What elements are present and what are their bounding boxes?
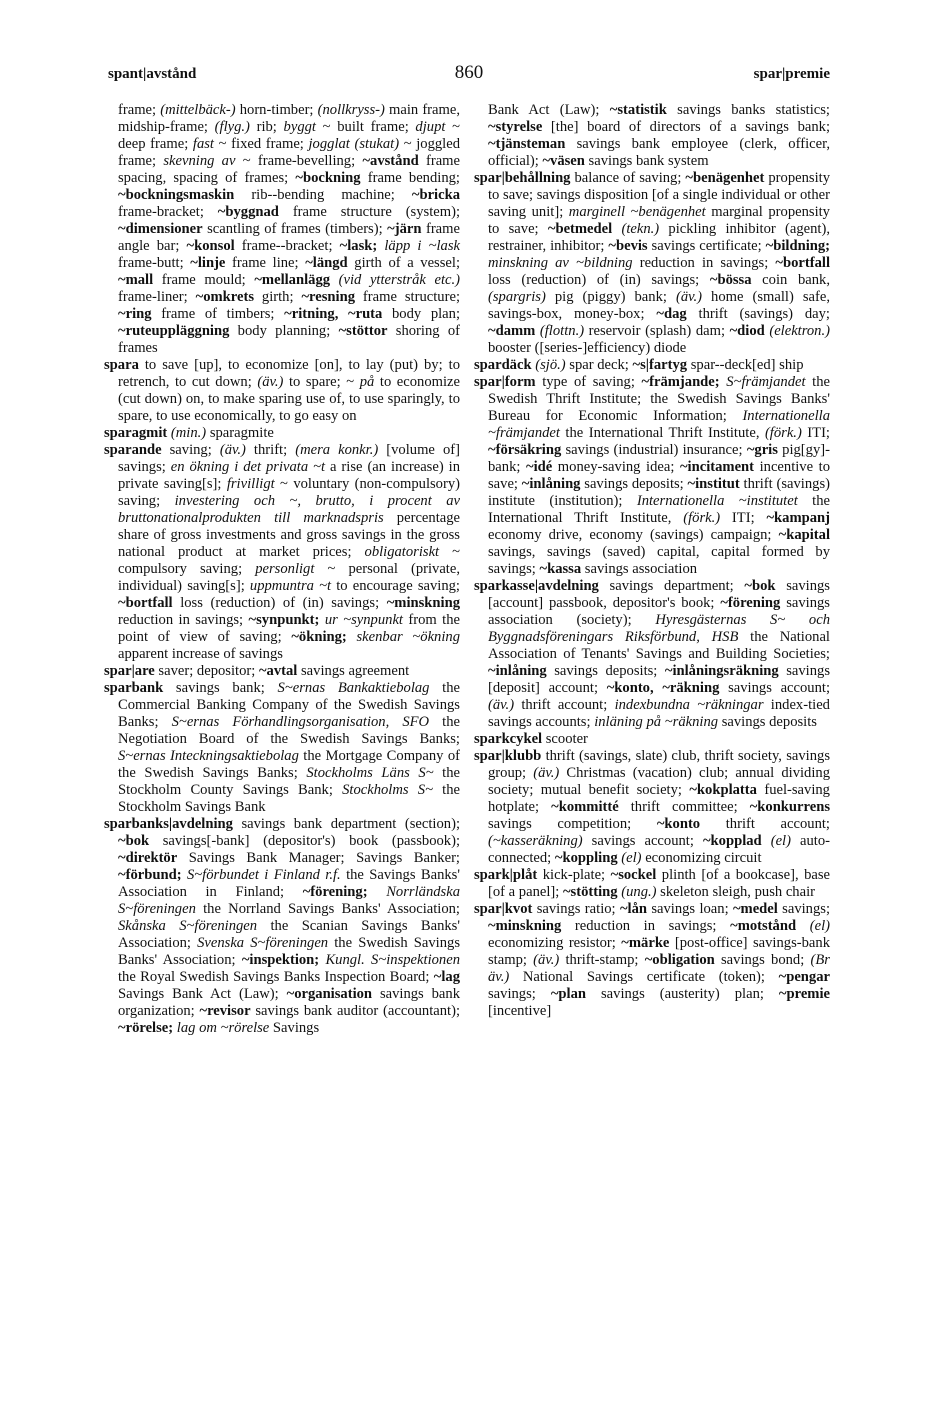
page-number: 860 bbox=[454, 62, 484, 83]
header-right-guideword: spar|premie bbox=[753, 66, 830, 82]
dictionary-entry: sparkcykel scooter bbox=[474, 731, 588, 747]
dictionary-entry: spara to save [up], to economize [on], to lay (put) by; to retrench, to cut down; (äv.) to spare; ~ på to economize (cut down) on, to make sparing use of, to use sparingly, to spare, to use economically, to go easy on bbox=[104, 357, 460, 424]
dictionary-entry: sparkasse|avdelning savings department; ~bok savings [account] passbook, depositor's book; ~förening savings association (society); Hyresgästernas S~ och Byggnadsföreningars Riksförbund, HSB the National Association of Tenants' Savings and Building Societies; ~inlåning savings deposits; ~inlåningsräkning savings [deposit] account; ~konto, ~räkning savings account; (äv.) thrift account; indexbundna ~räkningar index-tied savings accounts; inläning på ~räkning savings deposits bbox=[474, 578, 830, 730]
dictionary-entry: spar|kvot savings ratio; ~lån savings loan; ~medel savings; ~minskning reduction in savings; ~motstånd (el) economizing resistor; ~märke [post-office] savings-bank stamp; (äv.) thrift-stamp; ~obligation savings bond; (Br äv.) National Savings certificate (token); ~pengar savings; ~plan savings (austerity) plan; ~premie [incentive] bbox=[474, 901, 830, 1019]
dictionary-entry: sparande saving; (äv.) thrift; (mera konkr.) [volume of] savings; en ökning i det privata ~t a rise (an increase) in private saving[s]; frivilligt ~ voluntary (non-compulsory) saving; investering och ~, brutto, i procent av bruttonationalprodukten till marknadspris percentage share of gross investments and gross savings in the gross national product at market prices; obligatoriskt ~ compulsory saving; personligt ~ personal (private, individual) saving[s]; uppmuntra ~t to encourage saving; ~bortfall loss (reduction) of (in) savings; ~minskning reduction in savings; ~synpunkt; ur ~synpunkt from the point of view of saving; ~ökning; skenbar ~ökning apparent increase of savings bbox=[104, 442, 461, 662]
dictionary-entry: spark|plåt kick-plate; ~sockel plinth [of a bookcase], base [of a panel]; ~stötting (ung.) skeleton sleigh, push chair bbox=[474, 867, 831, 900]
dictionary-entry: spardäck (sjö.) spar deck; ~s|fartyg spar--deck[ed] ship bbox=[474, 357, 804, 373]
dictionary-entry: spar|klubb thrift (savings, slate) club, thrift society, savings group; (äv.) Christmas (vacation) club; annual dividing society; mutual benefit society; ~kokplatta fuel-saving hotplate; ~kommitté thrift committee; ~konkurrens savings competition; ~konto thrift account; (~kasseräkning) savings account; ~kopplad (el) auto-connected; ~koppling (el) economizing circuit bbox=[474, 748, 831, 866]
dictionary-entry: spar|form type of saving; ~främjande; S~främjandet the Swedish Thrift Institute; the Swedish Savings Banks' Bureau for Economic Information; Internationella ~främjandet the International Thrift Institute, (förk.) ITI; ~försäkring savings (industrial) insurance; ~gris pig[gy]-bank; ~idé money-saving idea; ~incitament incentive to save; ~inlåning savings deposits; ~institut thrift (savings) institute (institution); Internationella ~institutet the International Thrift Institute, (förk.) ITI; ~kampanj economy drive, economy (savings) campaign; ~kapital savings, savings (saved) capital, capital formed by savings; ~kassa savings association bbox=[474, 374, 831, 577]
dictionary-entry: sparagmit (min.) sparagmite bbox=[104, 425, 274, 441]
dictionary-entry: Bank Act (Law); ~statistik savings banks statistics; ~styrelse [the] board of directors of a savings bank; ~tjänsteman savings bank employee (clerk, officer, official); ~väsen savings bank system bbox=[488, 102, 830, 169]
page-header bbox=[108, 62, 830, 90]
dictionary-entry: spar|are saver; depositor; ~avtal savings agreement bbox=[104, 663, 410, 679]
dictionary-entry: spar|behållning balance of saving; ~benägenhet propensity to save; savings disposition [of a single individual or other saving unit]; marginell ~benägenhet marginal propensity to save; ~betmedel (tekn.) pickling inhibitor (agent), restrainer, inhibitor; ~bevis savings certificate; ~bildning; minskning av ~bildning reduction in savings; ~bortfall loss (reduction) of (in) savings; ~bössa coin bank, (spargris) pig (piggy) bank; (äv.) home (small) safe, savings-box, money-box; ~dag thrift (savings) day; ~damm (flottn.) reservoir (splash) dam; ~diod (elektron.) booster ([series-]efficiency) diode bbox=[474, 170, 831, 356]
left-column bbox=[104, 102, 460, 1037]
header-left-guideword: spant|avstånd bbox=[108, 66, 197, 82]
dictionary-entry: sparbanks|avdelning savings bank department (section); ~bok savings[-bank] (depositor's) book (passbook); ~direktör Savings Bank Manager; Savings Banker; ~förbund; S~förbundet i Finland r.f. the Savings Banks' Association in Finland; ~förening; Norrländska S~föreningen the Norrland Savings Banks' Association; Skånska S~föreningen the Scanian Savings Banks' Association; Svenska S~föreningen the Swedish Savings Banks' Association; ~inspektion; Kungl. S~inspektionen the Royal Swedish Savings Banks Inspection Board; ~lag Savings Bank Act (Law); ~organisation savings bank organization; ~revisor savings bank auditor (accountant); ~rörelse; lag om ~rörelse Savings bbox=[104, 816, 461, 1036]
dictionary-entry: frame; (mittelbäck-) horn-timber; (nollkryss-) main frame, midship-frame; (flyg.) rib; byggt ~ built frame; djupt ~ deep frame; fast ~ fixed frame; jogglat (stukat) ~ joggled frame; skevning av ~ frame-bevelling; ~avstånd frame spacing, spacing of frames; ~bockning frame bending; ~bockningsmaskin rib--bending machine; ~bricka frame-bracket; ~byggnad frame structure (system); ~dimensioner scantling of frames (timbers); ~järn frame angle bar; ~konsol frame--bracket; ~lask; läpp i ~lask frame-butt; ~linje frame line; ~längd girth of a vessel; ~mall frame mould; ~mellanlägg (vid ytterstråk etc.) frame-liner; ~omkrets girth; ~resning frame structure; ~ring frame of timbers; ~ritning, ~ruta body plan; ~ruteuppläggning body planning; ~stöttor shoring of frames bbox=[118, 102, 461, 356]
dictionary-entry: sparbank savings bank; S~ernas Bankaktiebolag the Commercial Banking Company of the Swedish Savings Banks; S~ernas Förhandlingsorganisation, SFO the Negotiation Board of the Swedish Savings Banks; S~ernas Inteckningsaktiebolag the Mortgage Company of the Swedish Savings Banks; Stockholms Läns S~ the Stockholm County Savings Bank; Stockholms S~ the Stockholm Savings Bank bbox=[104, 680, 461, 815]
right-column bbox=[474, 102, 830, 1020]
